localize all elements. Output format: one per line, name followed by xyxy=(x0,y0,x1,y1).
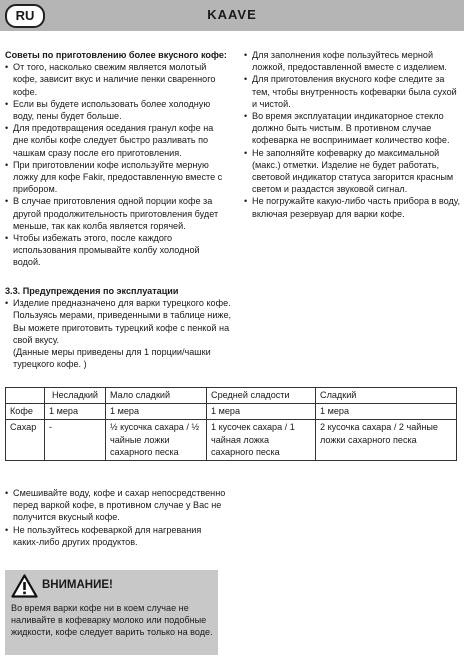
table-row xyxy=(6,420,457,461)
table-header-cell: Сладкий xyxy=(316,388,457,404)
warning-triangle-icon xyxy=(11,574,38,598)
section-heading: 3.3. Предупреждения по эксплуатации xyxy=(5,286,179,296)
sweetness-table xyxy=(5,387,457,461)
note-item: • Не пользуйтесь кофеваркой для нагревания каких-либо других продуктов. xyxy=(5,524,227,548)
tip-item: • В случае приготовления одной порции кофе за другой продолжительность приготовления будет меньше, так как колба является горячей. xyxy=(5,195,227,232)
table-cell: Кофе xyxy=(6,404,45,420)
table-cell: 2 кусочка сахара / 2 чайные ложки сахарного песка xyxy=(316,420,457,461)
warning-title: ВНИМАНИЕ! xyxy=(42,579,113,591)
tip-item: • Для предотвращения оседания гранул кофе на дне колбы кофе следует быстро разливать по чашкам сразу после его приготовления. xyxy=(5,122,227,159)
section-intro-list xyxy=(5,297,237,370)
table-cell: - xyxy=(45,420,106,461)
tip-item: • Не заполняйте кофеварку до максимальной (макс.) отметки. Изделие не будет работать, световой индикатор статуса загорится красным светом и раздастся звуковой сигнал. xyxy=(244,147,460,196)
tip-item: • Во время эксплуатации индикаторное стекло должно быть чистым. В противном случае кофеварка не воспринимает количество кофе. xyxy=(244,110,460,147)
language-badge: RU xyxy=(5,4,45,28)
table-cell: 1 мера xyxy=(45,404,106,420)
page-header xyxy=(0,0,464,31)
table-cell: 1 мера xyxy=(316,404,457,420)
brand-title: KAAVE xyxy=(207,7,257,22)
table-cell: Сахар xyxy=(6,420,45,461)
section-intro: • Изделие предназначено для варки турецкого кофе. Пользуясь мерами, приведенными в таблице ниже, Вы можете приготовить турецкий кофе с пенкой на свой вкусу. (Данные меры приведены для 1 порции/чашки турецкого кофе. ) xyxy=(5,297,237,370)
tips-list xyxy=(5,61,227,268)
table-header-cell: Несладкий xyxy=(45,388,106,404)
table-cell: 1 мера xyxy=(106,404,207,420)
table-cell: 1 мера xyxy=(207,404,316,420)
table-header-cell xyxy=(6,388,45,404)
table-row xyxy=(6,404,457,420)
table-header-cell: Мало сладкий xyxy=(106,388,207,404)
tip-item: • Не погружайте какую-либо часть прибора в воду, включая резервуар для варки кофе. xyxy=(244,195,460,219)
tip-item: • Для заполнения кофе пользуйтесь мерной ложкой, предоставленной вместе с изделием. xyxy=(244,49,460,73)
tip-item: • Если вы будете использовать более холодную воду, пены будет больше. xyxy=(5,98,227,122)
table-header-cell: Средней сладости xyxy=(207,388,316,404)
after-table-notes xyxy=(5,487,227,548)
table-cell: ½ кусочка сахара / ½ чайные ложки сахарного песка xyxy=(106,420,207,461)
tips-heading: Советы по приготовлению более вкусного кофе: xyxy=(5,50,227,60)
tips-column xyxy=(5,49,227,269)
tip-item: • Чтобы избежать этого, после каждого использования промывайте колбу холодной водой. xyxy=(5,232,227,269)
tip-item: • От того, насколько свежим является молотый кофе, зависит вкус и наличие пенки сваренного кофе. xyxy=(5,61,227,98)
table-cell: 1 кусочек сахара / 1 чайная ложка сахарного песка xyxy=(207,420,316,461)
tips-list-right xyxy=(244,49,460,220)
usage-warnings-section xyxy=(5,285,237,370)
tip-item: • При приготовлении кофе используйте мерную ложку для кофе Fakir, предоставленную вместе с прибором. xyxy=(5,159,227,196)
warning-text: Во время варки кофе ни в коем случае не наливайте в кофеварку молоко или подобные жидкости, кофе следует варить только на воде. xyxy=(11,603,213,638)
tip-item: • Для приготовления вкусного кофе следите за тем, чтобы внутренность кофеварки была сухой и чистой. xyxy=(244,73,460,110)
table-header-row xyxy=(6,388,457,404)
note-item: • Смешивайте воду, кофе и сахар непосредственно перед варкой кофе, в противном случае у Вас не получится вкусный кофе. xyxy=(5,487,227,524)
tips-column-right xyxy=(244,49,460,220)
warning-box xyxy=(5,570,218,655)
notes-list xyxy=(5,487,227,548)
